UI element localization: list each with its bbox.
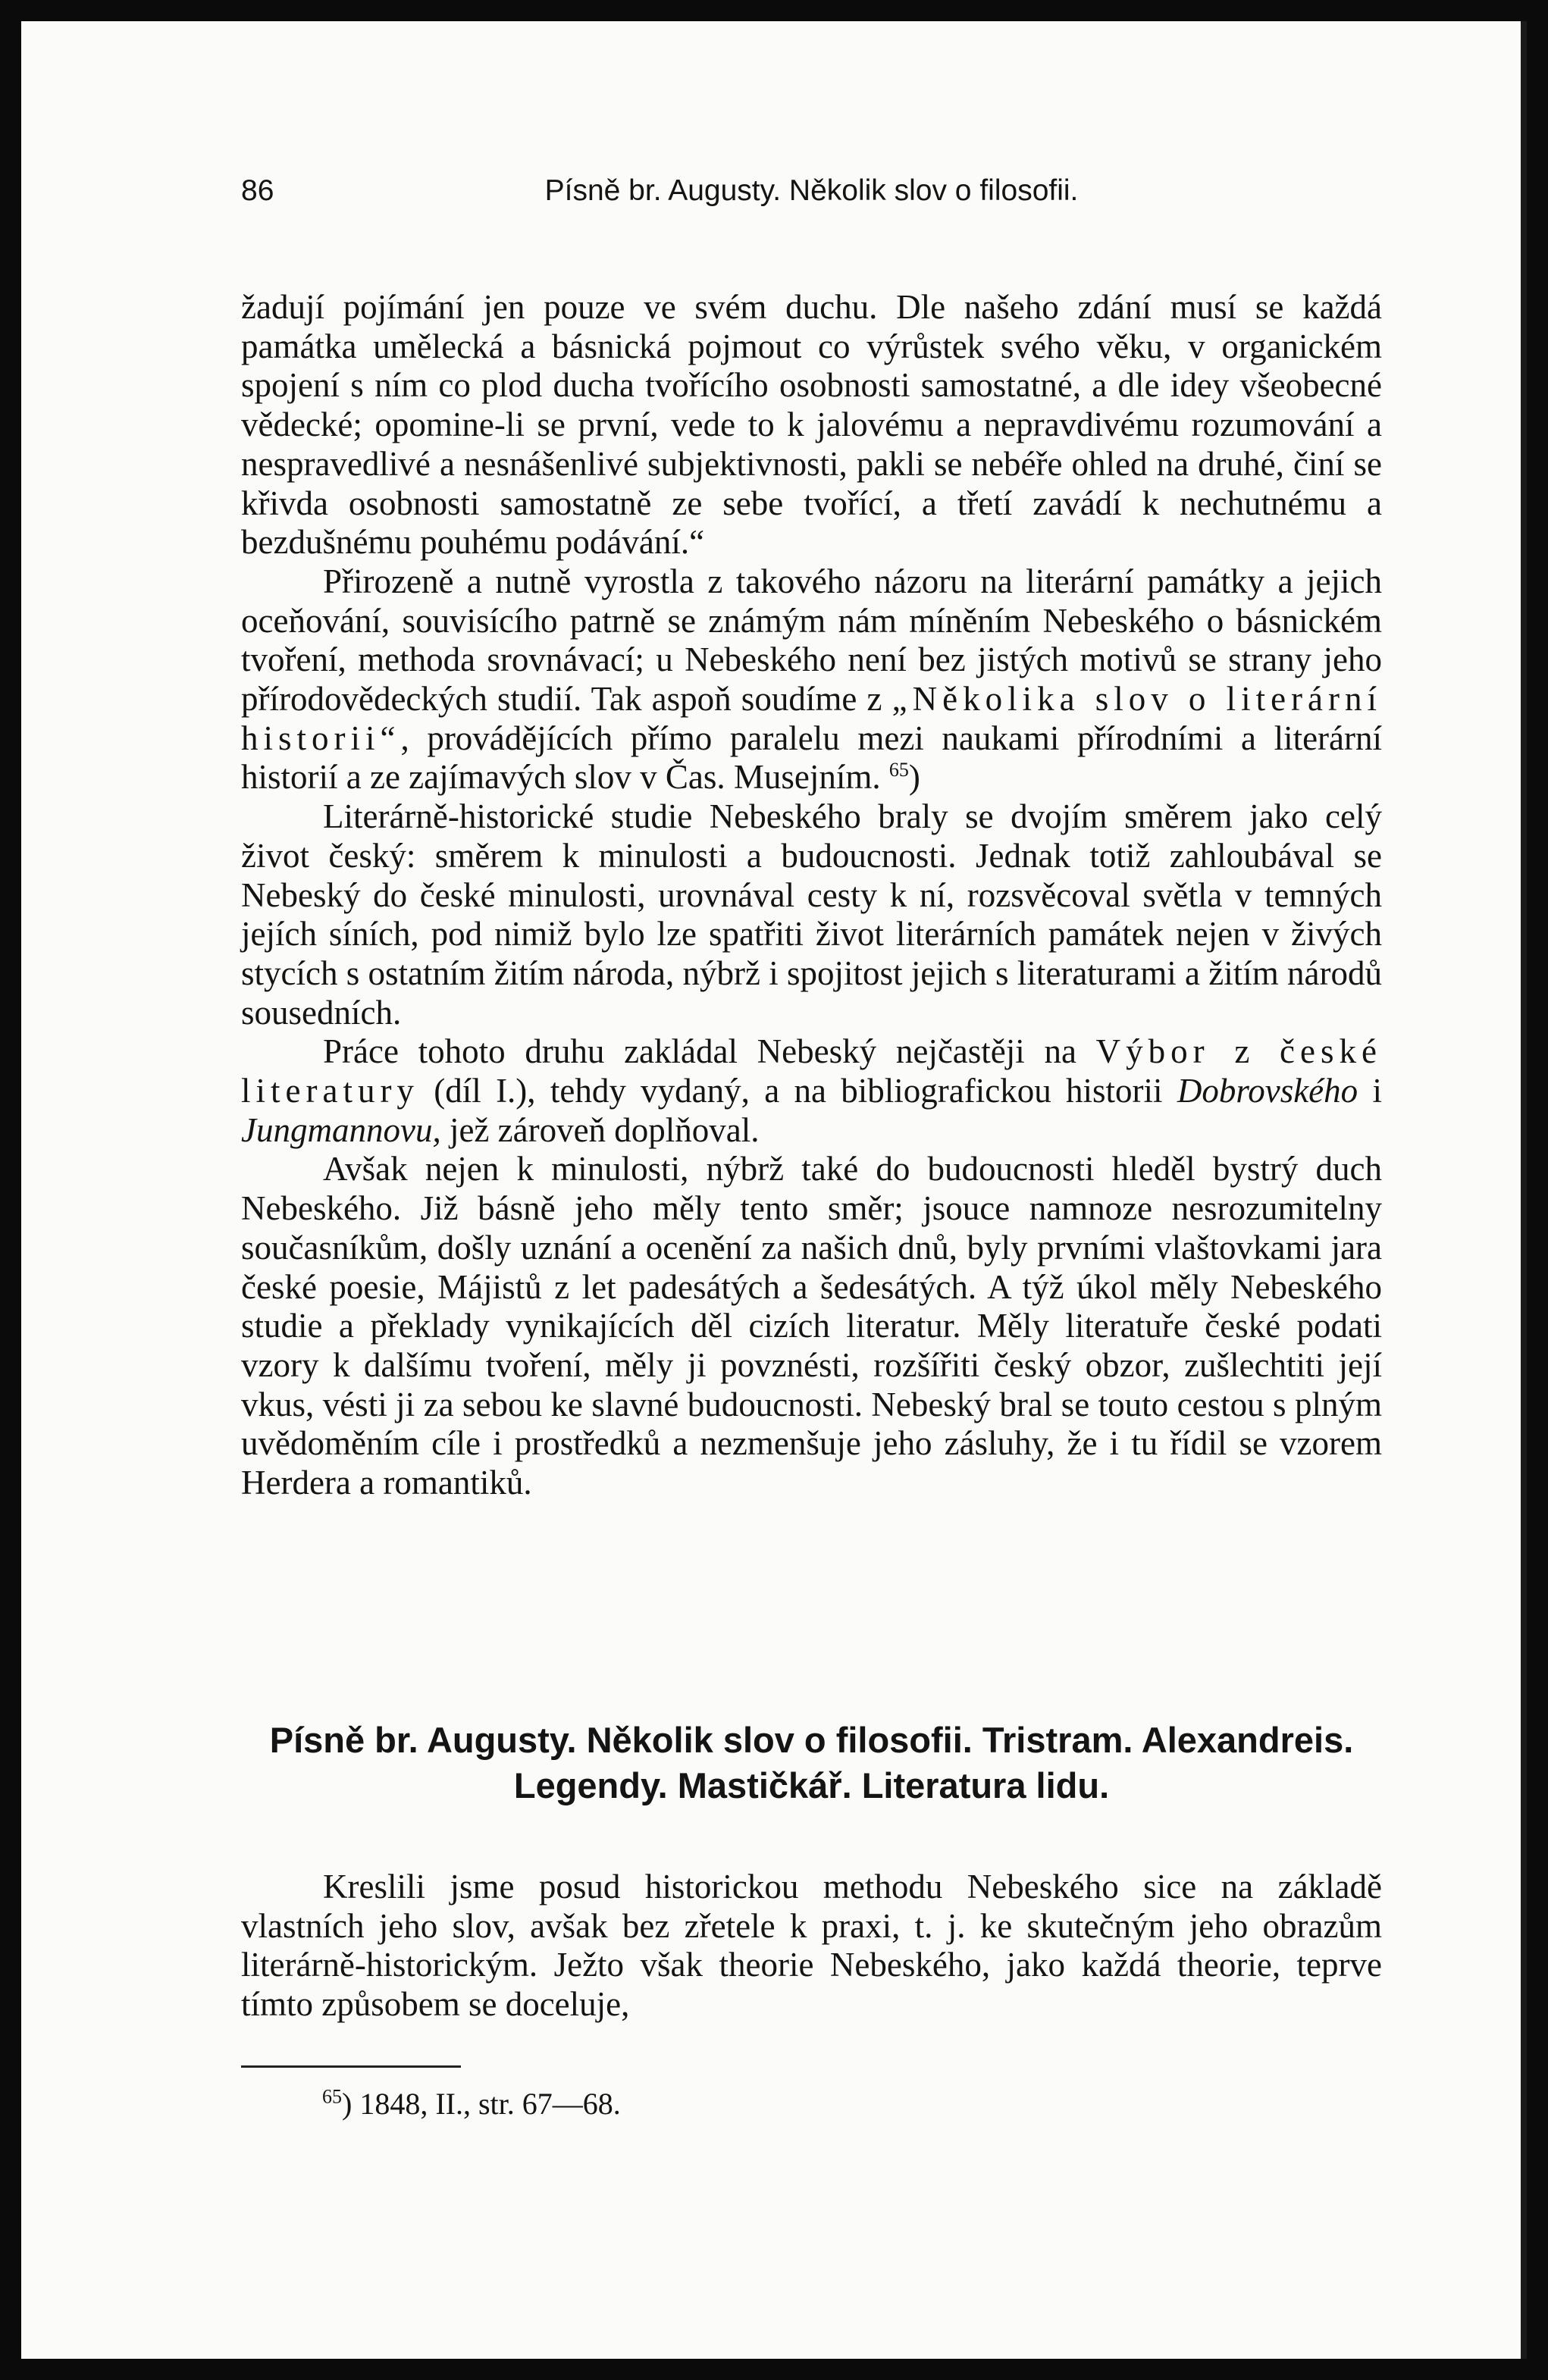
text-run: jež zároveň doplňoval. [440, 1110, 760, 1149]
text-run: „Několika slov o literární historii“ [241, 680, 1382, 757]
text-run: žadují pojímání jen pouze ve svém duchu. Dle našeho zdání musí se každá památka umělecká a básnická pojmout co výrůstek svého věku, v organickém spojení s ním co plod ducha tvořícího osobnosti samostatné, a dle idey všeobecné vědecké; opomine-li se první, vede to k jalovému a nepravdivému rozumování a nespravedlivé a nesnášenlivé subjektivnosti, pakli se nebéře ohled na druhé, činí se křivda osobnosti samostatně ze sebe tvořící, a třetí zavádí k nechutnému a bezdušnému pouhému podávání.“ [241, 288, 1382, 562]
running-head [241, 174, 1382, 220]
text-run: Přirozeně a nutně vyrostla z takového názoru na literární památky a jejich oceňování, souvisícího patrně se známým nám míněním Nebeského o básnickém tvoření, methoda srovnávací; u Nebeského není bez jistých motivů se strany jeho přírodovědeckých studií. Tak aspoň soudíme z [241, 562, 1382, 719]
section-text [241, 1868, 1382, 2025]
text-run: Avšak nejen k minulosti, nýbrž také do budoucnosti hleděl bystrý duch Nebeského. Již básně jeho měly tento směr; jsouce namnoze nesrozumitelny současníkům, došly uznání a ocenění za našich dnů, byly prvními vlaštovkami jara české poesie, Májistů z let padesátých a šedesátých. A týž úkol měly Nebeského studie a překlady vynikajících děl cizích literatur. Měly literatuře české podati vzory k dalšímu tvoření, měly ji povznésti, rozšířiti český obzor, zušlechtiti její vkus, vésti ji za sebou ke slavné budoucnosti. Nebeský bral se touto cestou s plným uvědoměním cíle i prostředků a nezmenšuje jeho zásluhy, že i tu řídil se vzorem Herdera a romantiků. [241, 1150, 1382, 1502]
paragraph [241, 562, 1382, 797]
text-run: Výbor z české literatury [241, 1032, 1382, 1110]
text-run: Dobrovského [1177, 1072, 1358, 1110]
text-run: ) [908, 758, 920, 797]
paragraph [241, 1032, 1382, 1150]
paragraph: Kreslili jsme posud historickou methodu Nebeského sice na základě vlastních jeho slov, avšak bez zřetele k praxi, t. j. ke skutečným jeho obrazům literárně-historickým. Ježto však theorie Nebeského, jako každá theorie, teprve tímto způsobem se doceluje, [241, 1868, 1382, 2024]
text-run: Práce tohoto druhu zakládal Nebeský nejčastěji na [323, 1032, 1096, 1071]
footnote-marker: 65 [322, 2085, 342, 2108]
running-title: Písně br. Augusty. Několik slov o filosofii. [544, 174, 1079, 207]
paragraph [241, 797, 1382, 1032]
footnote-reference: 65 [888, 759, 909, 781]
footnote [322, 2086, 621, 2122]
text-run: i [1358, 1072, 1382, 1110]
text-run: , provádějících přímo paralelu mezi naukami přírodními a literární historií a ze zajímavých slov v Čas. Musejním. [241, 719, 1382, 797]
text-run: Jungmannovu, [241, 1110, 441, 1149]
page-number: 86 [241, 174, 274, 207]
section-heading: Písně br. Augusty. Několik slov o filosofii. Tristram. Alexandreis. Legendy. Mastičkář. Literatura lidu. [269, 1720, 1354, 1805]
main-text [241, 288, 1382, 1503]
text-run: (díl I.), tehdy vydaný, a na bibliografickou historii [418, 1072, 1177, 1110]
paragraph [241, 288, 1382, 562]
text-run: Literárně-historické studie Nebeského braly se dvojím směrem jako celý život český: směrem k minulosti a budoucnosti. Jednak totiž zahloubával se Nebeský do české minulosti, urovnával cesty k ní, rozsvěcoval světla v temných jejích síních, pod nimiž bylo lze spatřiti život literárních památek nejen v živých stycích s ostatním žitím národa, nýbrž i spojitost jejich s literaturami a žitím národů sousedních. [241, 797, 1382, 1032]
footnote-text: ) 1848, II., str. 67—68. [342, 2087, 621, 2121]
footnote-rule [241, 2065, 461, 2068]
paragraph [241, 1150, 1382, 1502]
page-edge [1521, 21, 1527, 2359]
